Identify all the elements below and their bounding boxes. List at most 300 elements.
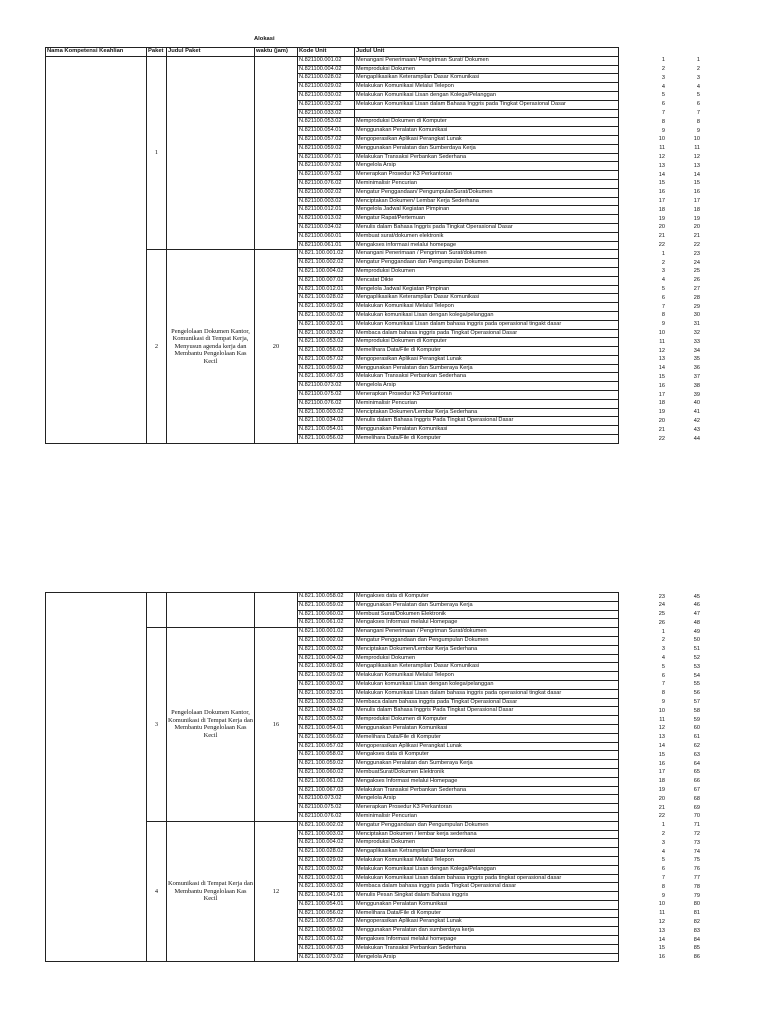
unit-total-number: 16 — [693, 189, 700, 196]
unit-seq-number: 21 — [658, 233, 665, 240]
number-pair — [645, 628, 705, 637]
number-pair — [645, 689, 705, 698]
number-pair — [645, 338, 705, 347]
unit-seq-number: 16 — [658, 189, 665, 196]
cell-kode-unit: N.821.100.032.01 — [298, 689, 355, 698]
unit-seq-number: 9 — [661, 321, 665, 328]
number-pair — [645, 206, 705, 215]
unit-total-number: 79 — [693, 892, 700, 899]
cell-judul-unit: Meminimalisir Pencurian — [355, 179, 619, 188]
cell-judul-unit: Melakukan Komunikasi Melalui Telepon — [355, 83, 619, 92]
cell-judul-unit: Memproduksi Dokumen — [355, 267, 619, 276]
unit-total-number: 36 — [693, 365, 700, 372]
cell-judul-paket — [167, 593, 255, 628]
cell-kode-unit: N.821.100.004.02 — [298, 839, 355, 848]
cell-judul-unit: Memelihara Data/File di Komputer — [355, 435, 619, 444]
cell-judul-unit: Mengaplikasikan Keterampilan Dasar Komunikasi — [355, 294, 619, 303]
cell-kode-unit: N.821100.073.02 — [298, 382, 355, 391]
number-pair — [645, 373, 705, 382]
cell-judul-unit: Menciptakan Dokumen/ Lembar Kerja Sederhana — [355, 197, 619, 206]
number-pair — [645, 645, 705, 654]
alokasi-header — [254, 36, 275, 43]
number-pair — [645, 355, 705, 364]
cell-judul-unit: Menangani Penerimaan / Pengriman Surat/dokumen — [355, 250, 619, 259]
cell-kode-unit: N.821100.030.02 — [298, 91, 355, 100]
number-pair — [645, 680, 705, 689]
number-pair — [645, 619, 705, 628]
cell-judul-unit: Meminimalisir Pencurian — [355, 399, 619, 408]
unit-seq-number: 15 — [658, 945, 665, 952]
cell-judul-unit: Menciptakan Dokumen/Lembar Kerja Sederhana — [355, 645, 619, 654]
unit-seq-number: 14 — [658, 936, 665, 943]
unit-seq-number: 13 — [658, 356, 665, 363]
unit-seq-number: 23 — [658, 593, 665, 600]
number-pair — [645, 223, 705, 232]
cell-judul-unit: Memproduksi Dokumen di Komputer — [355, 716, 619, 725]
cell-kode-unit: N.821.100.003.02 — [298, 408, 355, 417]
cell-kode-unit: N.821100.059.02 — [298, 144, 355, 153]
unit-seq-number: 10 — [658, 330, 665, 336]
unit-seq-number: 13 — [658, 734, 665, 741]
cell-kode-unit: N.821.100.059.02 — [298, 364, 355, 373]
sheet-page-2 — [45, 592, 619, 962]
unit-total-number: 48 — [693, 619, 700, 626]
number-pair — [645, 786, 705, 795]
cell-judul-unit: Menangani Penerimaan/ Pengiriman Surat/ Dokumen — [355, 56, 619, 65]
cell-kode-unit: N.821.100.004.02 — [298, 654, 355, 663]
unit-seq-number: 16 — [658, 760, 665, 767]
number-pair — [645, 909, 705, 918]
unit-seq-number: 7 — [661, 303, 665, 310]
unit-total-number: 65 — [693, 769, 700, 776]
unit-seq-number: 22 — [658, 813, 665, 820]
cell-kode-unit: N.821.100.029.02 — [298, 303, 355, 312]
cell-judul-unit: Menerapkan Prosedur K3 Perkantoran — [355, 391, 619, 400]
number-pair — [645, 347, 705, 356]
unit-total-number: 50 — [693, 637, 700, 644]
number-pair — [645, 830, 705, 839]
cell-judul-unit: Melakukan Transaksi Perbankan Sederhana — [355, 944, 619, 953]
header-judul-paket: Judul Paket — [167, 48, 255, 57]
unit-total-number: 83 — [693, 927, 700, 934]
cell-kode-unit: N.821100.002.02 — [298, 188, 355, 197]
unit-seq-number: 14 — [658, 743, 665, 750]
cell-paket — [147, 593, 167, 628]
unit-total-number: 82 — [693, 918, 700, 925]
cell-judul-unit: Menciptakan Dokumen / lembar kerja sederhana — [355, 830, 619, 839]
unit-seq-number: 15 — [658, 373, 665, 380]
unit-total-number: 37 — [693, 373, 700, 380]
unit-total-number: 40 — [693, 400, 700, 407]
unit-seq-number: 10 — [658, 136, 665, 143]
unit-seq-number: 7 — [661, 875, 665, 881]
cell-judul-unit: Memproduksi Dokumen di Komputer — [355, 118, 619, 127]
cell-paket: 3 — [147, 628, 167, 822]
cell-kode-unit: N.821100.032.02 — [298, 100, 355, 109]
unit-total-number: 43 — [693, 426, 700, 433]
unit-total-number: 74 — [693, 848, 700, 855]
cell-judul-unit: Menggunakan Peralatan Komunikasi — [355, 127, 619, 136]
cell-judul-unit: Mengakses Informasi melalui Homepage — [355, 777, 619, 786]
unit-total-number: 44 — [693, 435, 700, 442]
cell-judul-unit: Mengaplikasikan Ketrampilan Dasar komunikasi — [355, 848, 619, 857]
unit-seq-number: 3 — [661, 74, 665, 81]
number-pair — [645, 267, 705, 276]
cell-kode-unit: N.821100.061.01 — [298, 241, 355, 250]
unit-total-number: 47 — [693, 611, 700, 618]
cell-judul-unit: Mengakses informasi melalui homepage — [355, 241, 619, 250]
number-pair — [645, 716, 705, 725]
unit-seq-number: 21 — [658, 804, 665, 811]
cell-kode-unit: N.821.100.067.03 — [298, 944, 355, 953]
cell-judul-unit: Mengatur Penggandaan dan Pengumpulan Dokumen — [355, 259, 619, 268]
number-pair — [645, 285, 705, 294]
unit-seq-number: 11 — [659, 910, 665, 917]
number-pair — [645, 883, 705, 892]
cell-kode-unit: N.821100.004.02 — [298, 65, 355, 74]
cell-judul-unit: Menggunakan Peralatan dan Sumberdaya Kerja — [355, 144, 619, 153]
cell-kode-unit: N.821.100.029.02 — [298, 856, 355, 865]
cell-judul-unit: Memproduksi Dokumen — [355, 65, 619, 74]
unit-total-number: 77 — [693, 875, 700, 881]
unit-total-number: 32 — [693, 330, 700, 336]
cell-judul-unit: Mengatur Penggandaan/ PengumpulanSurat/Dokumen — [355, 188, 619, 197]
unit-total-number: 5 — [696, 92, 700, 99]
unit-total-number: 25 — [693, 268, 700, 275]
cell-kode-unit: N.821.100.059.02 — [298, 601, 355, 610]
unit-seq-number: 5 — [661, 663, 665, 670]
number-pair — [645, 188, 705, 197]
unit-total-number: 71 — [693, 822, 700, 829]
unit-total-number: 14 — [693, 171, 700, 178]
number-pair — [645, 171, 705, 180]
number-pair — [645, 144, 705, 153]
unit-seq-number: 16 — [658, 954, 665, 961]
cell-judul-unit: Membuat surat/dokumen elektronik — [355, 232, 619, 241]
unit-total-number: 60 — [693, 725, 700, 732]
number-pair — [645, 768, 705, 777]
unit-total-number: 27 — [693, 286, 700, 293]
unit-total-number: 20 — [693, 224, 700, 231]
cell-kode-unit: N.821.100.067.03 — [298, 786, 355, 795]
cell-kode-unit: N.821100.012.01 — [298, 206, 355, 215]
unit-total-number: 28 — [693, 294, 700, 301]
cell-judul-unit: Menggunakan Peralatan Komunikasi — [355, 900, 619, 909]
unit-total-number: 51 — [693, 646, 700, 653]
cell-kode-unit: N.821100.060.01 — [298, 232, 355, 241]
cell-kode-unit: N.821.100.057.02 — [298, 918, 355, 927]
cell-kode-unit: N.821.100.061.02 — [298, 619, 355, 628]
unit-seq-number: 4 — [661, 848, 665, 855]
cell-judul-unit: Melakukan Transaksi Perbankan Sederhana — [355, 153, 619, 162]
unit-total-number: 59 — [693, 716, 700, 723]
cell-judul-unit: Melakukan Transaksi Perbankan Sederhana — [355, 373, 619, 382]
unit-seq-number: 3 — [661, 839, 665, 846]
number-pair — [645, 408, 705, 417]
cell-judul-unit: Memproduksi Dokumen — [355, 839, 619, 848]
unit-seq-number: 16 — [658, 382, 665, 389]
unit-total-number: 73 — [693, 839, 700, 846]
unit-total-number: 75 — [693, 857, 700, 864]
unit-seq-number: 2 — [661, 831, 665, 838]
unit-seq-number: 10 — [658, 707, 665, 714]
unit-seq-number: 2 — [661, 259, 665, 266]
cell-kode-unit: N.821.100.029.02 — [298, 672, 355, 681]
unit-seq-number: 1 — [661, 250, 665, 257]
number-pair — [645, 135, 705, 144]
number-pair — [645, 118, 705, 127]
number-pair — [645, 232, 705, 241]
number-pair — [645, 311, 705, 320]
unit-seq-number: 19 — [658, 787, 665, 794]
alokasi-line-1: Alokasi — [254, 36, 275, 42]
unit-seq-number: 15 — [658, 751, 665, 758]
unit-total-number: 39 — [693, 391, 700, 398]
cell-kode-unit: N.821.100.061.02 — [298, 936, 355, 945]
cell-kode-unit: N.821.100.028.02 — [298, 848, 355, 857]
cell-kode-unit: N.821100.067.01 — [298, 153, 355, 162]
cell-kode-unit: N.821.100.058.02 — [298, 751, 355, 760]
cell-judul-unit: Melakukan Komunikasi Melalui Telepon — [355, 672, 619, 681]
unit-total-number: 81 — [693, 910, 700, 917]
cell-judul-unit: Mengakses data di Komputer — [355, 751, 619, 760]
number-pair — [645, 751, 705, 760]
unit-seq-number: 9 — [661, 127, 665, 134]
unit-seq-number: 7 — [661, 681, 665, 688]
cell-judul-unit: Melakukan Transaksi Perbankan Sederhana — [355, 786, 619, 795]
unit-seq-number: 24 — [658, 602, 665, 609]
cell-judul-unit: Melakukan Komunikasi Melalui Telepon — [355, 303, 619, 312]
unit-seq-number: 6 — [661, 672, 665, 679]
unit-total-number: 67 — [693, 787, 700, 794]
unit-total-number: 72 — [693, 831, 700, 838]
number-pair — [645, 601, 705, 610]
number-pair — [645, 127, 705, 136]
cell-kode-unit: N.821.100.073.02 — [298, 953, 355, 962]
cell-judul-unit: Mengatur Rapat/Pertemuan — [355, 215, 619, 224]
number-pair — [645, 812, 705, 821]
unit-total-number: 15 — [693, 180, 700, 187]
cell-judul-unit: Mengakses Informasi melalui Homepage — [355, 619, 619, 628]
cell-kode-unit: N.821.100.030.02 — [298, 311, 355, 320]
cell-judul-unit: MembuatSurat/Dokumen Elektronik — [355, 768, 619, 777]
number-pair — [645, 162, 705, 171]
cell-paket: 4 — [147, 821, 167, 962]
cell-judul-unit: Melakukan Komunikasi Melalui Telepon — [355, 856, 619, 865]
number-pair — [645, 733, 705, 742]
cell-kode-unit: N.821100.057.02 — [298, 135, 355, 144]
cell-judul-unit: Memproduksi Dokumen — [355, 654, 619, 663]
number-pair — [645, 953, 705, 962]
number-pair — [645, 259, 705, 268]
number-pair — [645, 56, 705, 65]
number-pair — [645, 663, 705, 672]
unit-seq-number: 18 — [658, 206, 665, 213]
number-pair — [645, 391, 705, 400]
cell-judul-unit: Memelihara Data/File di Komputer — [355, 733, 619, 742]
number-pair — [645, 382, 705, 391]
cell-judul-unit: Menggunakan Peralatan dan Sumberaya Kerja — [355, 364, 619, 373]
cell-judul-unit: Menulis dalam Bahasa Inggris Pada Tingkat Operasional Dasar — [355, 707, 619, 716]
number-pair — [645, 329, 705, 338]
cell-kode-unit: N.821.100.001.02 — [298, 250, 355, 259]
cell-judul-unit — [355, 109, 619, 118]
cell-kode-unit: N.821100.076.02 — [298, 812, 355, 821]
cell-kode-unit: N.821.100.030.02 — [298, 680, 355, 689]
unit-total-number: 34 — [693, 347, 700, 354]
unit-total-number: 64 — [693, 760, 700, 767]
cell-judul-paket: Pengelolaan Dokumen Kantor, Komunikasi di Tempat Kerja dan Membantu Pengelolaan Kas Kecil — [167, 628, 255, 822]
number-pair — [645, 215, 705, 224]
unit-total-number: 58 — [693, 707, 700, 714]
unit-seq-number: 11 — [659, 716, 665, 723]
number-pair — [645, 197, 705, 206]
cell-judul-unit: Melakukan Komunikasi Lisan dengan Kolega/Pelanggan — [355, 865, 619, 874]
unit-total-number: 6 — [696, 101, 700, 108]
competency-table-1 — [45, 47, 619, 444]
number-pair — [645, 900, 705, 909]
unit-seq-number: 11 — [659, 338, 665, 345]
unit-seq-number: 6 — [661, 101, 665, 108]
cell-nama-kompetensi — [46, 56, 147, 443]
cell-kode-unit: N.821.100.034.02 — [298, 417, 355, 426]
cell-kode-unit: N.821.100.001.02 — [298, 628, 355, 637]
unit-seq-number: 12 — [658, 347, 665, 354]
unit-seq-number: 26 — [658, 619, 665, 626]
number-pair — [645, 426, 705, 435]
cell-kode-unit: N.821100.054.01 — [298, 127, 355, 136]
unit-seq-number: 22 — [658, 435, 665, 442]
cell-judul-unit: Melakukan Komunikasi Lisan dengan Kolega/Pelanggan — [355, 91, 619, 100]
cell-judul-unit: Meminimalisir Pencurian — [355, 812, 619, 821]
unit-total-number: 56 — [693, 690, 700, 697]
cell-alokasi-waktu: 16 — [255, 628, 298, 822]
cell-judul-unit: Mengelola Arsip — [355, 953, 619, 962]
header-kode-unit: Kode Unit — [298, 48, 355, 57]
number-pair — [645, 672, 705, 681]
header-nama: Nama Kompetensi Keahlian — [46, 48, 147, 57]
cell-judul-unit: Membuat Surat/Dokumen Elektronik — [355, 610, 619, 619]
cell-judul-unit: Melakukan Komunikasi Lisan dalam bahasa inggris pada operasional tingakt dasar — [355, 320, 619, 329]
cell-judul-unit: Menulis Pesan Singkat dalam Bahasa inggris — [355, 892, 619, 901]
unit-seq-number: 4 — [661, 83, 665, 90]
unit-seq-number: 8 — [661, 118, 665, 125]
cell-kode-unit: N.821100.053.02 — [298, 118, 355, 127]
cell-kode-unit: N.821.100.004.02 — [298, 267, 355, 276]
cell-alokasi-waktu: 20 — [255, 250, 298, 444]
cell-judul-unit: Melakukan komunikasi Lisan dengan kolega/pelanggan — [355, 680, 619, 689]
unit-total-number: 19 — [693, 215, 700, 222]
number-pair — [645, 83, 705, 92]
cell-kode-unit: N.821.100.067.03 — [298, 373, 355, 382]
number-pair — [645, 100, 705, 109]
unit-seq-number: 10 — [658, 901, 665, 908]
unit-seq-number: 1 — [661, 628, 665, 635]
unit-total-number: 35 — [693, 356, 700, 363]
cell-kode-unit: N.821.100.003.02 — [298, 830, 355, 839]
unit-row — [46, 593, 619, 602]
cell-kode-unit: N.821.100.054.01 — [298, 426, 355, 435]
unit-seq-number: 5 — [661, 286, 665, 293]
unit-total-number: 23 — [693, 250, 700, 257]
cell-judul-unit: Mengatur Penggandaan dan Pengumpulan Dokumen — [355, 636, 619, 645]
cell-judul-unit: Menciptakan Dokumen/Lembar Kerja Sederhana — [355, 408, 619, 417]
cell-kode-unit: N.821.100.032.01 — [298, 320, 355, 329]
cell-judul-unit: Melakukan Komunikasi Lisan dalam Bahasa Inggris pada Tingkat Operasional Dasar — [355, 100, 619, 109]
cell-judul-unit: Mengelola Arsip — [355, 795, 619, 804]
unit-seq-number: 19 — [658, 215, 665, 222]
cell-kode-unit: N.821.100.033.02 — [298, 883, 355, 892]
number-pair — [645, 795, 705, 804]
unit-seq-number: 21 — [658, 426, 665, 433]
unit-total-number: 10 — [693, 136, 700, 143]
header-row — [46, 48, 619, 57]
number-pair — [645, 303, 705, 312]
unit-seq-number: 8 — [661, 883, 665, 890]
unit-total-number: 69 — [693, 804, 700, 811]
unit-total-number: 53 — [693, 663, 700, 670]
unit-seq-number: 6 — [661, 866, 665, 873]
unit-seq-number: 1 — [661, 57, 665, 64]
unit-seq-number: 19 — [658, 409, 665, 416]
unit-seq-number: 6 — [661, 294, 665, 301]
unit-seq-number: 13 — [658, 162, 665, 169]
unit-total-number: 80 — [693, 901, 700, 908]
number-pair — [645, 927, 705, 936]
unit-seq-number: 7 — [661, 110, 665, 117]
unit-seq-number: 4 — [661, 655, 665, 662]
unit-seq-number: 11 — [659, 145, 665, 152]
unit-total-number: 66 — [693, 778, 700, 785]
cell-kode-unit: N.821.100.032.01 — [298, 874, 355, 883]
cell-kode-unit: N.821.100.002.02 — [298, 636, 355, 645]
competency-table-2 — [45, 592, 619, 962]
cell-kode-unit: N.821.100.002.02 — [298, 259, 355, 268]
cell-kode-unit: N.821100.033.02 — [298, 109, 355, 118]
unit-total-number: 31 — [693, 321, 700, 328]
unit-seq-number: 14 — [658, 365, 665, 372]
cell-judul-unit: Membaca dalam bahasa inggris pada Tingkat Operasional Dasar — [355, 698, 619, 707]
unit-total-number: 76 — [693, 866, 700, 873]
number-pair — [645, 724, 705, 733]
cell-judul-unit: Memelihara Data/File di Komputer — [355, 347, 619, 356]
cell-kode-unit: N.821100.013.02 — [298, 215, 355, 224]
cell-kode-unit: N.821.100.030.02 — [298, 865, 355, 874]
number-pair — [645, 241, 705, 250]
number-pair — [645, 153, 705, 162]
cell-judul-unit: Mengaplikasikan Keterampilan Dasar Komunikasi — [355, 663, 619, 672]
unit-seq-number: 4 — [661, 277, 665, 284]
unit-seq-number: 22 — [658, 242, 665, 249]
cell-judul-unit: Menerapkan Prosedur K3 Perkantoran — [355, 804, 619, 813]
cell-kode-unit: N.821100.076.02 — [298, 179, 355, 188]
number-pair — [645, 707, 705, 716]
unit-seq-number: 12 — [658, 154, 665, 161]
cell-kode-unit: N.821100.003.02 — [298, 197, 355, 206]
cell-kode-unit: N.821.100.012.01 — [298, 285, 355, 294]
unit-seq-number: 14 — [658, 171, 665, 178]
cell-kode-unit: N.821100.076.02 — [298, 399, 355, 408]
unit-total-number: 38 — [693, 382, 700, 389]
unit-seq-number: 2 — [661, 637, 665, 644]
unit-total-number: 29 — [693, 303, 700, 310]
cell-kode-unit: N.821100.075.02 — [298, 391, 355, 400]
number-pair — [645, 742, 705, 751]
number-pair — [645, 654, 705, 663]
unit-seq-number: 25 — [658, 611, 665, 618]
unit-total-number: 12 — [693, 154, 700, 161]
unit-total-number: 2 — [696, 66, 700, 73]
